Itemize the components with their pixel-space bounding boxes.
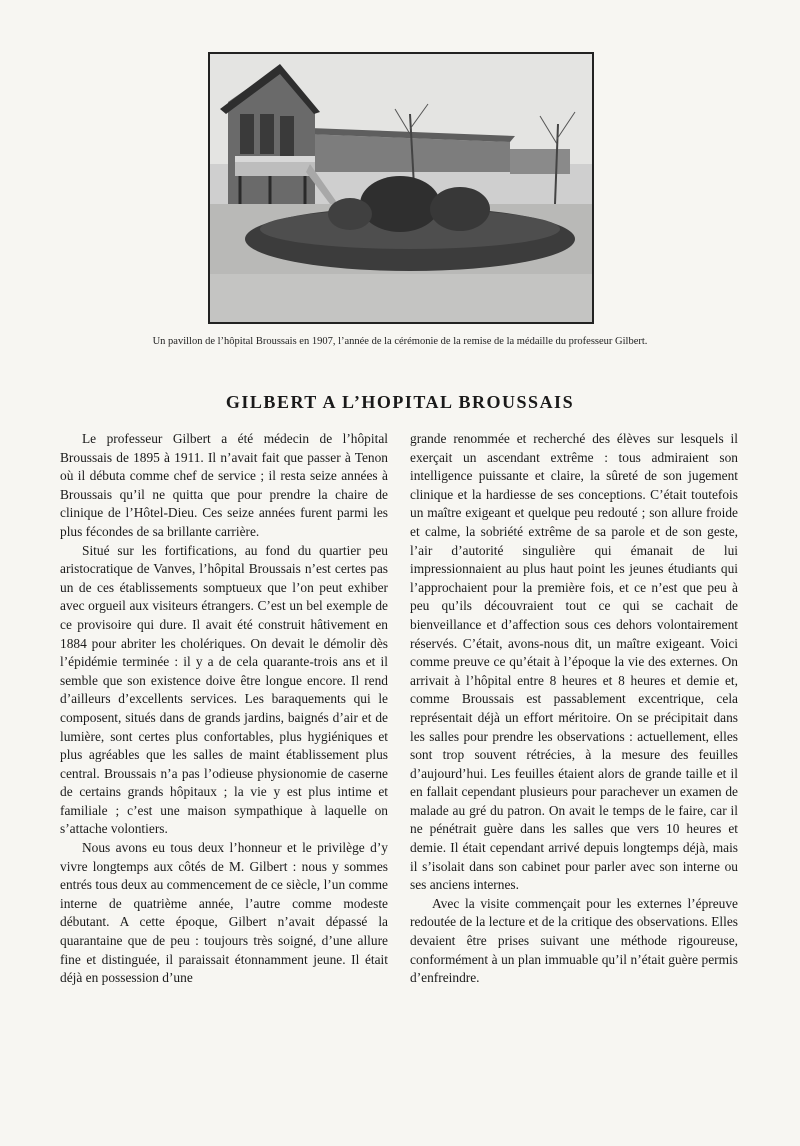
article-title: GILBERT A L’HOPITAL BROUSSAIS xyxy=(225,392,575,412)
paragraph: Le professeur Gilbert a été médecin de l’hôpital Broussais de 1895 à 1911. Il n’avait fait que passer à Tenon où il débuta comme chef de service ; il resta seize années à Broussais qu’il ne quitta que pour prendre la chaire de clinique de l’Hôtel-Dieu. Ces seize années furent parmi les plus fécondes de sa brillante carrière. xyxy=(60,431,388,539)
right-column xyxy=(410,430,738,988)
hospital-photo xyxy=(208,52,594,324)
pavilion-illustration xyxy=(210,54,592,322)
paragraph: Situé sur les fortifications, au fond du quartier peu aristocratique de Vanves, l’hôpital Broussais n’est certes pas un de ces établissements somptueux que l’on peut exhiber avec orgueil aux visiteurs étrangers. C’est un bel exemple de ce provisoire qui dure. Il avait été construit hâtivement en 1884 pour abriter les cholériques. On devait le démolir dès l’épidémie terminée : il y a de cela quarante-trois ans et il semble que son existence doive être longue encore. Il rend d’ailleurs d’excellents services. Les baraquements qui le composent, situés dans de grands jardins, baignés d’air et de lumière, sont certes plus confortables, plus hygiéniques et plus agréables que les salles de maint établissement plus central. Broussais n’a pas l’odieuse physionomie de caserne de certains grands hôpitaux ; la vie y est plus intime et familiale ; c’est une maison sympathique à laquelle on s’attache volontiers. xyxy=(60,542,388,837)
left-column xyxy=(60,430,388,988)
photo-caption: Un pavillon de l’hôpital Broussais en 1907, l’année de la cérémonie de la remise de la médaille du professeur Gilbert. xyxy=(152,336,648,347)
paragraph: Avec la visite commençait pour les externes l’épreuve redoutée de la lecture et de la critique des observations. Elles devaient être prises suivant une méthode rigoureuse, conformément à un plan immuable qu’il n’était guère permis d’enfreindre. xyxy=(410,895,738,986)
paragraph-continued: grande renommée et recherché des élèves sur lesquels il exerçait un ascendant extrême : tous admiraient son intelligence puissante et claire, la sûreté de son jugement clinique et la hardiesse de ses conceptions. C’était toutefois un maître exigeant et quelque peu redouté ; son allure froide et calme, la sobriété extrême de sa parole et de son geste, l’air d’autorité singulière qui émanait de lui impressionnaient au plus haut point les jeunes étudiants qui l’approchaient pour la première fois, et ce n’est que peu à peu qu’ils découvraient tout ce qui se cachait de bienveillance et d’affection sous ces dehors volontairement réservés. C’était, avons-nous dit, un maître exigeant. Voici comme preuve ce qu’était à l’époque la vie des externes. On arrivait à l’hôpital entre 8 heures et 8 heures et demie et, comme Broussais est passablement excentrique, cela représentait déjà un effort méritoire. On se précipitait dans les salles pour prendre les observations : actuellement, elles sont trop souvent rétrécies, à la mesure des feuilles d’aujourd’hui. Les feuilles étaient alors de grande taille et il en fallait cependant plusieurs pour parachever un examen de malade au gré du patron. On avait le temps de le faire, car il ne pénétrait guère dans les salles que vers 10 heures et demie. Il était cependant arrivé depuis longtemps déjà, mais il s’isolait dans son cabinet pour parler avec son interne ou ses anciens internes. xyxy=(410,431,738,893)
paragraph: Nous avons eu tous deux l’honneur et le privilège d’y vivre longtemps aux côtés de M. Gilbert : nous y sommes entrés tous deux au commencement de ce siècle, l’un comme interne de quatrième année, l’autre comme modeste débutant. A cette époque, Gilbert n’avait dépassé la quarantaine que de peu : toujours très soigné, d’une allure fine et distinguée, il paraissait étonnamment jeune. Il était déjà en possession d’une xyxy=(60,840,388,986)
